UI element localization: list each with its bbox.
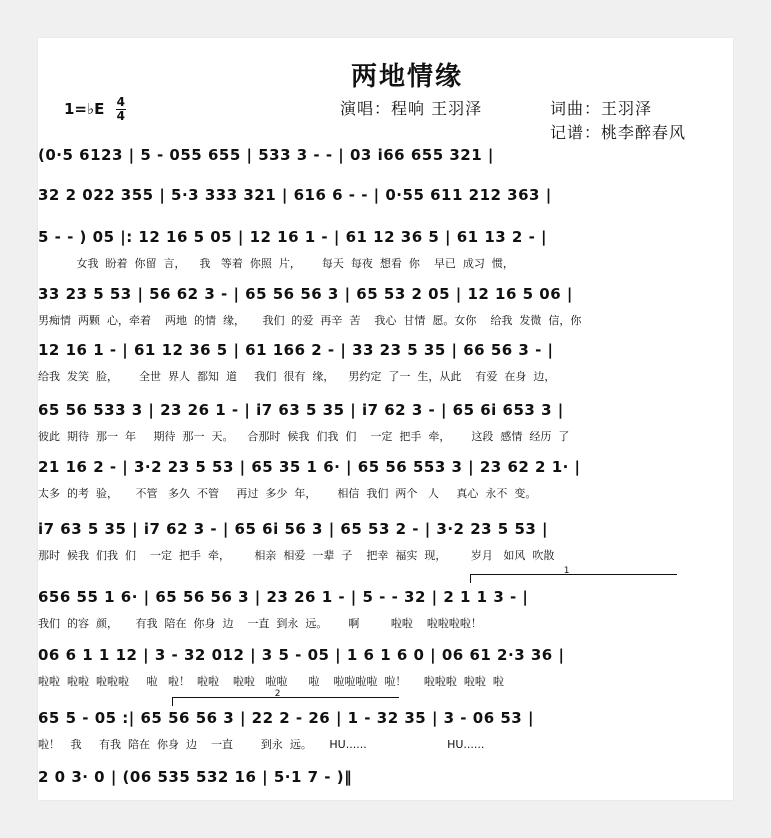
first-ending-label: 1: [563, 566, 570, 576]
lyric-line: 女我 盼着 你留 言， 我 等着 你照 片， 每天 每夜 想看 你 早已 成习 惯，: [38, 257, 514, 270]
notation-line: 656 55 1 6· | 65 56 56 3 | 23 26 1 - | 5 - - 32 | 2 1 1 3 - |: [38, 588, 529, 606]
notation-line: 21 16 2 - | 3·2 23 5 53 | 65 35 1 6· | 65 56 553 3 | 23 62 2 1· |: [38, 458, 581, 476]
key-signature: [64, 96, 126, 123]
lyric-line: 那时 候我 们我 们 一定 把手 牵， 相亲 相爱 一辈 子 把幸 福实 现， 岁月 如风 吹散: [38, 549, 555, 562]
notation-line: 2 0 3· 0 | (06 535 532 16 | 5·1 7 - )‖: [38, 768, 353, 786]
notation-line: 65 5 - 05 :| 65 56 56 3 | 22 2 - 26 | 1 - 32 35 | 3 - 06 53 |: [38, 709, 534, 727]
notation-line: 65 56 533 3 | 23 26 1 - | i7 63 5 35 | i7 62 3 - | 65 6i 653 3 |: [38, 401, 564, 419]
lyricist-composer-credit: 词曲：王羽泽: [550, 99, 653, 118]
key-prefix: 1=: [64, 100, 88, 118]
notation-line: 32 2 022 355 | 5·3 333 321 | 616 6 - - | 0·55 611 212 363 |: [38, 186, 552, 204]
lyric-line: 男痴情 两颗 心，牵着 两地 的情 缘， 我们 的爱 再辛 苦 我心 甘情 愿。女你 给我 发微 信，你: [38, 314, 582, 327]
lyric-line: 我们 的容 颜， 有我 陪在 你身 边 一直 到永 远。 啊 啦啦 啦啦啦啦！: [38, 617, 482, 630]
second-ending-label: 2: [274, 689, 281, 699]
lyric-line: 给我 发笑 脸， 全世 界人 都知 道 我们 很有 缘， 男约定 了一 生，从此 有爱 在身 边，: [38, 370, 556, 383]
notation-line: (0·5 6123 | 5 - 055 655 | 533 3 - - | 03 i66 655 321 |: [38, 146, 494, 164]
time-top: 4: [116, 95, 125, 109]
time-signature: [116, 96, 126, 123]
notation-line: 06 6 1 1 12 | 3 - 32 012 | 3 5 - 05 | 1 6 1 6 0 | 06 61 2·3 36 |: [38, 646, 565, 664]
first-ending-bracket: [470, 566, 677, 583]
time-bottom: 4: [116, 109, 125, 123]
notation-line: 33 23 5 53 | 56 62 3 - | 65 56 56 3 | 65 53 2 05 | 12 16 5 06 |: [38, 285, 573, 303]
lyric-line: 啦！ 我 有我 陪在 你身 边 一直 到永 远。 HU...... HU......: [38, 738, 485, 751]
key-note: ♭E: [87, 100, 105, 118]
song-title: 两地情缘: [351, 62, 464, 92]
transcriber-credit: 记谱：桃李醉春风: [550, 123, 687, 142]
singers-credit: 演唱：程响 王羽泽: [340, 99, 483, 118]
second-ending-bracket: [172, 689, 399, 706]
notation-line: 5 - - ) 05 |: 12 16 5 05 | 12 16 1 - | 61 12 36 5 | 61 13 2 - |: [38, 228, 548, 246]
lyric-line: 太多 的考 验， 不管 多久 不管 再过 多少 年， 相信 我们 两个 人 真心 永不 变。: [38, 487, 537, 500]
lyric-line: 啦啦 啦啦 啦啦啦 啦 啦！ 啦啦 啦啦 啦啦 啦 啦啦啦啦 啦！ 啦啦啦 啦啦 啦: [38, 675, 504, 688]
notation-line: 12 16 1 - | 61 12 36 5 | 61 166 2 - | 33 23 5 35 | 66 56 3 - |: [38, 341, 554, 359]
score-sheet: [38, 38, 733, 800]
lyric-line: 彼此 期待 那一 年 期待 那一 天。 合那时 候我 们我 们 一定 把手 牵， 这段 感情 经历 了: [38, 430, 570, 443]
notation-line: i7 63 5 35 | i7 62 3 - | 65 6i 56 3 | 65 53 2 - | 3·2 23 5 53 |: [38, 520, 549, 538]
